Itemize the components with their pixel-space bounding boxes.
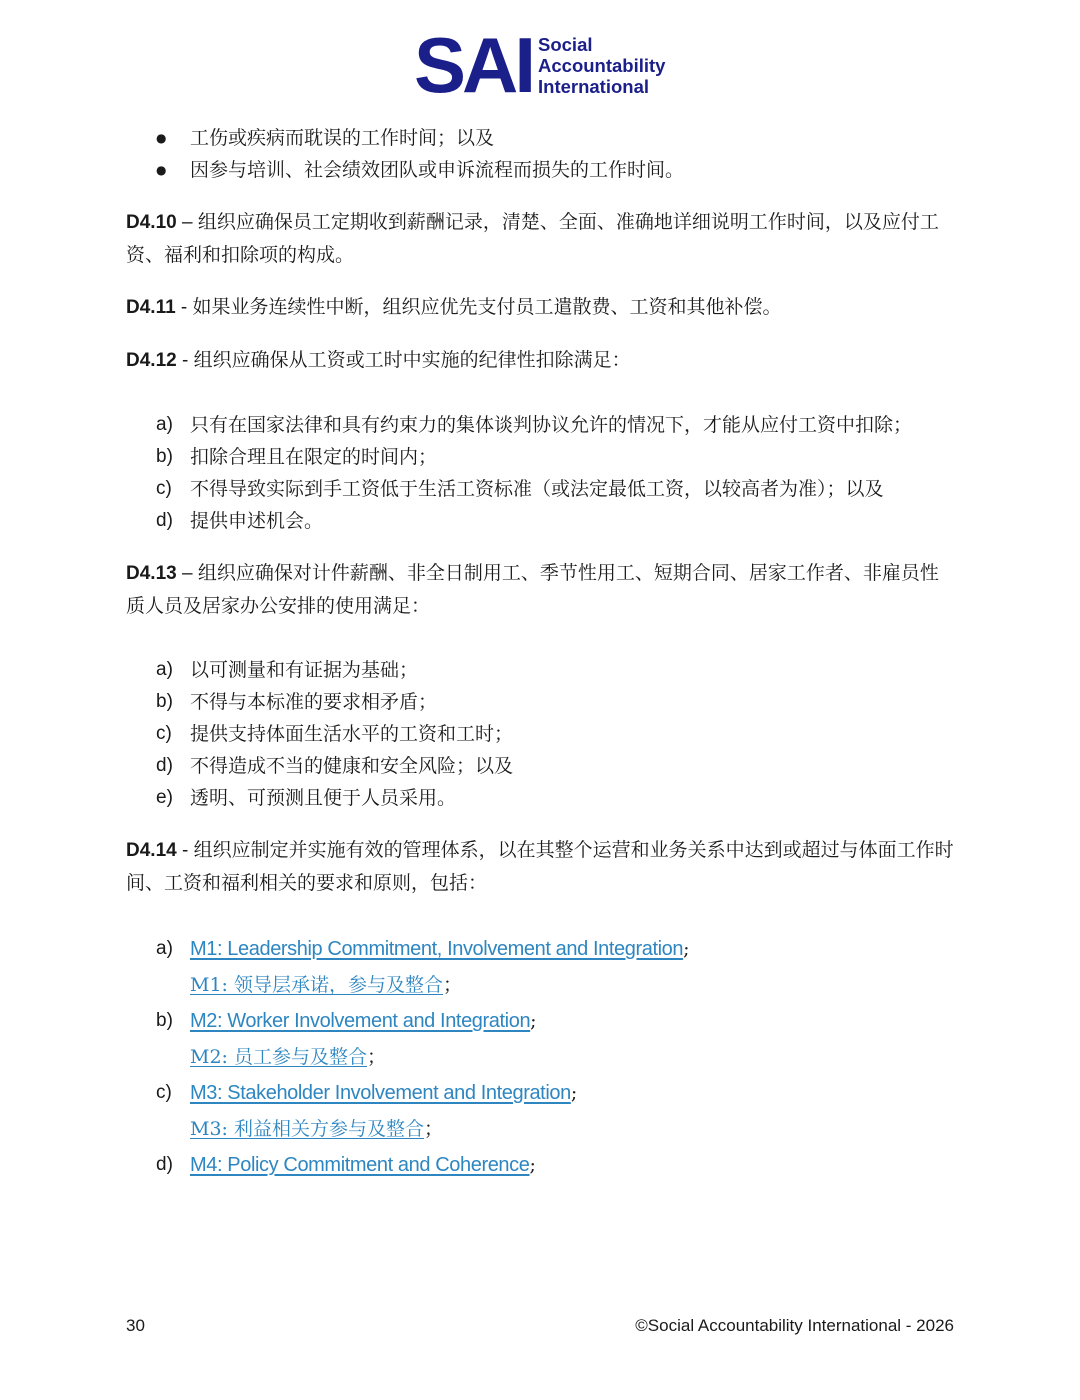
logo-word: Accountability: [538, 55, 666, 76]
list-label: c): [156, 723, 172, 744]
list-label: d): [156, 1154, 173, 1175]
list-label: c): [156, 1082, 172, 1103]
logo-word: International: [538, 76, 650, 97]
clause-id: D4.10: [126, 212, 177, 233]
list-item: [126, 1075, 956, 1147]
document-body: [126, 122, 956, 1183]
list-text: 提供支持体面生活水平的工资和工时；: [190, 723, 514, 745]
list-item: [126, 782, 956, 814]
list-item: [126, 750, 956, 782]
clause-text: 组织应制定并实施有效的管理体系，以在其整个运营和业务关系中达到或超过与体面工作时间、工资和福利相关的要求和原则，包括：: [126, 839, 954, 894]
clause-separator: –: [176, 212, 198, 233]
clause-id: D4.12: [126, 350, 177, 371]
list-item: [126, 409, 956, 441]
clause-d4-13: [126, 557, 956, 622]
link-punct: ；: [443, 974, 463, 996]
list-label: d): [156, 510, 173, 531]
list-item: [126, 441, 956, 473]
list-label: c): [156, 478, 172, 499]
link-punct: ;: [529, 1154, 536, 1176]
list-text: 只有在国家法律和具有约束力的集体谈判协议允许的情况下，才能从应付工资中扣除；: [190, 414, 913, 436]
list-label: a): [156, 938, 173, 959]
copyright-notice: ©Social Accountability International - 2026: [635, 1316, 954, 1335]
link-m4-en[interactable]: M4: Policy Commitment and Coherence: [190, 1154, 530, 1176]
clause-d4-12: [126, 344, 956, 377]
list-text: 以可测量和有证据为基础；: [190, 659, 419, 681]
list-label: d): [156, 755, 173, 776]
list-item: [126, 718, 956, 750]
list-text: 扣除合理且在限定的时间内；: [190, 446, 438, 468]
page-number: 30: [126, 1316, 145, 1335]
link-m3-en[interactable]: M3: Stakeholder Involvement and Integration: [190, 1082, 571, 1104]
clause-d4-13-list: [126, 654, 956, 814]
list-item: [126, 931, 956, 1003]
list-text: 提供申述机会。: [190, 510, 324, 532]
clause-text: 如果业务连续性中断，组织应优先支付员工遣散费、工资和其他补偿。: [192, 296, 782, 318]
list-item: [126, 1147, 956, 1183]
list-label: a): [156, 414, 173, 435]
clause-separator: -: [175, 297, 193, 318]
list-label: b): [156, 691, 173, 712]
link-m2-en[interactable]: M2: Worker Involvement and Integration: [190, 1010, 531, 1032]
list-item: [126, 1003, 956, 1075]
link-punct: ；: [366, 1046, 386, 1068]
list-item: [126, 686, 956, 718]
clause-d4-12-list: [126, 409, 956, 537]
clause-text: 组织应确保员工定期收到薪酬记录，清楚、全面、准确地详细说明工作时间，以及应付工资、福利和扣除项的构成。: [126, 211, 939, 266]
list-label: a): [156, 659, 173, 680]
list-text: 不得与本标准的要求相矛盾；: [190, 691, 438, 713]
clause-text: 组织应确保对计件薪酬、非全日制用工、季节性用工、短期合同、居家工作者、非雇员性质人员及居家办公安排的使用满足：: [126, 562, 939, 617]
list-label: b): [156, 446, 173, 467]
logo-word: Social: [538, 34, 593, 55]
bullet-list: [126, 122, 956, 186]
clause-d4-10: [126, 206, 956, 271]
list-text: 不得导致实际到手工资低于生活工资标准（或法定最低工资，以较高者为准）；以及: [190, 478, 884, 500]
link-m2-cn[interactable]: M2: 员工参与及整合: [190, 1046, 367, 1068]
list-item: [126, 473, 956, 505]
link-punct: ;: [683, 938, 690, 960]
link-punct: ;: [530, 1010, 537, 1032]
bullet-item: ● 因参与培训、社会绩效团队或申诉流程而损失的工作时间。: [126, 154, 956, 186]
clause-id: D4.11: [126, 297, 176, 318]
clause-d4-14: [126, 834, 956, 899]
link-punct: ；: [424, 1118, 444, 1140]
clause-id: D4.14: [126, 840, 177, 861]
clause-d4-11: [126, 291, 956, 324]
clause-separator: -: [176, 350, 194, 371]
list-label: b): [156, 1010, 173, 1031]
link-m1-cn[interactable]: M1: 领导层承诺，参与及整合: [190, 974, 443, 996]
link-m1-en[interactable]: M1: Leadership Commitment, Involvement and Integration: [190, 938, 684, 960]
logo-wordmark: [538, 34, 665, 97]
clause-separator: –: [176, 563, 198, 584]
clause-d4-14-links: [126, 931, 956, 1183]
list-text: 透明、可预测且便于人员采用。: [190, 787, 457, 809]
list-text: 不得造成不当的健康和安全风险；以及: [190, 755, 514, 777]
link-m3-cn[interactable]: M3: 利益相关方参与及整合: [190, 1118, 424, 1140]
clause-separator: -: [176, 840, 194, 861]
link-punct: ;: [570, 1082, 578, 1104]
clause-id: D4.13: [126, 563, 177, 584]
clause-text: 组织应确保从工资或工时中实施的纪律性扣除满足：: [193, 349, 631, 371]
bullet-item: ● 工伤或疾病而耽误的工作时间；以及: [126, 122, 956, 154]
logo-mark: SAI: [414, 21, 533, 109]
list-item: [126, 505, 956, 537]
list-label: e): [156, 787, 173, 808]
list-item: [126, 654, 956, 686]
